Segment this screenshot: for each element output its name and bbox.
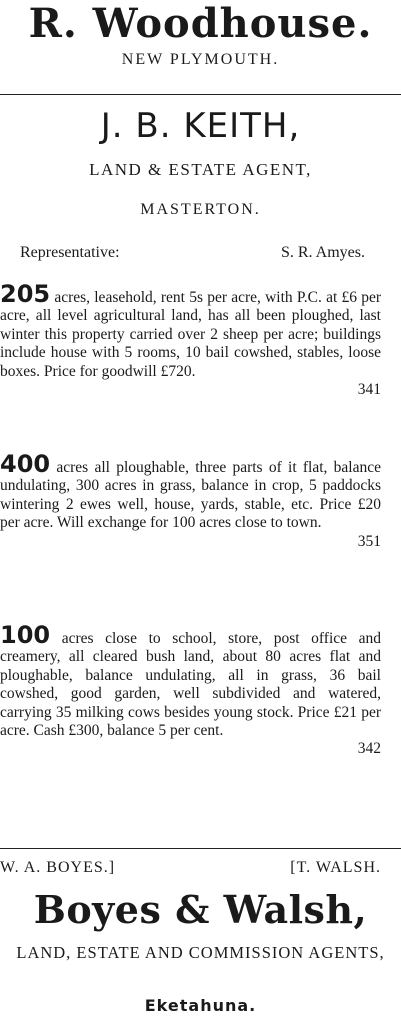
keith-profession: LAND & ESTATE AGENT, xyxy=(89,160,312,179)
keith-name: J. B. KEITH, xyxy=(100,106,301,146)
listing-acres: 205 xyxy=(0,280,51,308)
listing-text: acres close to school, store, post office and creamery, all cleared bush land, about 80 acres flat and ploughable, balance undulating, all in grass, 36 bail cowshed, good garden, well subdivided and watered, carrying 35 milking cows besides young stock. Price £21 per acre. Cash £300, balance 5 per cent. xyxy=(0,630,381,740)
representative-line xyxy=(20,243,365,263)
listing-text: acres all ploughable, three parts of it flat, balance undulating, 300 acres in grass, balance in crop, 5 paddocks wintering 2 ewes well, house, yards, stable, etc. Price £20 per acre. Will exchange for 100 acres close to town. xyxy=(0,459,382,532)
partner-boyes: W. A. BOYES.] xyxy=(0,859,116,876)
representative-name: S. R. Amyes. xyxy=(280,244,365,261)
woodhouse-location: NEW PLYMOUTH. xyxy=(121,51,280,68)
listing-100 xyxy=(0,621,381,759)
listing-acres: 100 xyxy=(0,621,51,649)
keith-location: MASTERTON. xyxy=(140,201,261,218)
divider-rule-2 xyxy=(0,848,401,849)
listing-ref: 351 xyxy=(357,532,381,550)
firm-location: Eketahuna. xyxy=(144,996,257,1015)
listing-ref: 341 xyxy=(357,381,381,399)
listing-205 xyxy=(0,280,381,399)
partners-line xyxy=(0,858,381,878)
listing-acres: 400 xyxy=(0,450,51,478)
listing-text: acres, leasehold, rent 5s per acre, with P.C. at £6 per acre, all level agricultural land, has all been ploughed, last winter this property carried over 2 sheep per acre; buildings include house with 5 rooms, 10 bail cowshed, stables, loose boxes. Price for goodwill £720. xyxy=(0,289,381,380)
firm-profession: LAND, ESTATE AND COMMISSION AGENTS, xyxy=(16,943,385,962)
partner-walsh: [T. WALSH. xyxy=(290,859,381,876)
listing-400 xyxy=(0,450,382,551)
listing-ref: 342 xyxy=(357,740,381,758)
woodhouse-name: R. Woodhouse. xyxy=(28,0,373,47)
divider-rule-1 xyxy=(0,94,401,95)
representative-label: Representative: xyxy=(20,244,120,261)
firm-name: Boyes & Walsh, xyxy=(33,887,368,932)
